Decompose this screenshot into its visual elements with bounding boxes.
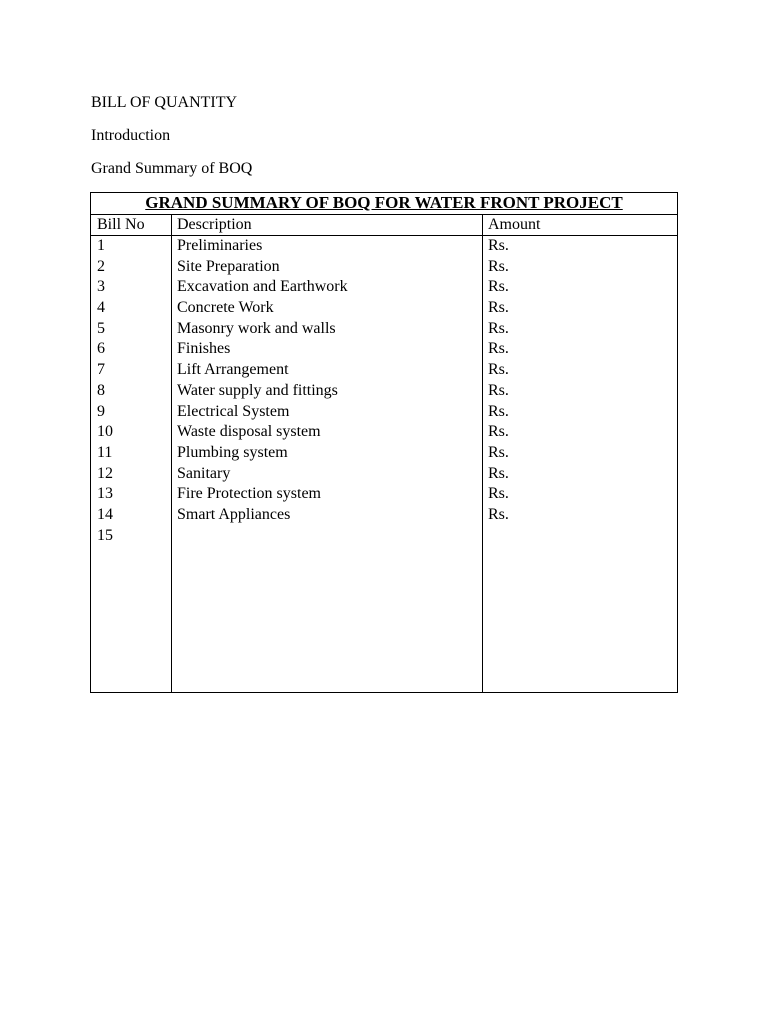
description-cell: Fire Protection system bbox=[177, 485, 321, 503]
column-header-amount: Amount bbox=[488, 216, 541, 233]
bill-no-cell: 14 bbox=[97, 505, 113, 523]
description-cell: Site Preparation bbox=[177, 257, 280, 275]
table-row bbox=[91, 443, 677, 464]
bill-no-cell: 3 bbox=[97, 278, 105, 296]
bill-no-cell: 9 bbox=[97, 402, 105, 420]
column-header-bill-no: Bill No bbox=[97, 216, 145, 233]
description-cell: Preliminaries bbox=[177, 237, 263, 254]
table-row bbox=[91, 526, 677, 547]
amount-cell: Rs. bbox=[488, 257, 509, 275]
table-row bbox=[91, 381, 677, 402]
bill-no-cell: 8 bbox=[97, 381, 105, 399]
bill-no-cell: 11 bbox=[97, 443, 113, 461]
bill-no-cell: 15 bbox=[97, 526, 113, 544]
description-cell: Masonry work and walls bbox=[177, 319, 336, 337]
table-row bbox=[91, 402, 677, 423]
document-title: BILL OF QUANTITY bbox=[91, 94, 238, 111]
column-header-description: Description bbox=[177, 216, 252, 233]
description-cell: Finishes bbox=[177, 340, 231, 358]
table-row bbox=[91, 298, 677, 319]
bill-no-cell: 13 bbox=[97, 485, 113, 503]
table-row bbox=[91, 236, 677, 257]
description-cell: Water supply and fittings bbox=[177, 381, 338, 399]
description-cell: Lift Arrangement bbox=[177, 361, 289, 379]
description-cell: Concrete Work bbox=[177, 299, 274, 317]
bill-no-cell: 12 bbox=[97, 464, 113, 482]
amount-cell: Rs. bbox=[488, 278, 509, 296]
amount-cell: Rs. bbox=[488, 485, 509, 503]
amount-cell: Rs. bbox=[488, 402, 509, 420]
bill-no-cell: 10 bbox=[97, 423, 113, 441]
table-row bbox=[91, 360, 677, 381]
summary-heading: Grand Summary of BOQ bbox=[91, 160, 253, 177]
description-cell: Smart Appliances bbox=[177, 505, 291, 523]
amount-cell: Rs. bbox=[488, 381, 509, 399]
amount-cell: Rs. bbox=[488, 299, 509, 317]
table-row bbox=[91, 464, 677, 485]
description-cell: Plumbing system bbox=[177, 443, 288, 461]
amount-cell: Rs. bbox=[488, 361, 509, 379]
amount-cell: Rs. bbox=[488, 340, 509, 358]
bill-no-cell: 4 bbox=[97, 299, 105, 317]
table-row bbox=[91, 277, 677, 298]
amount-cell: Rs. bbox=[488, 505, 509, 523]
amount-cell: Rs. bbox=[488, 443, 509, 461]
description-cell: Waste disposal system bbox=[177, 423, 321, 441]
table-row bbox=[91, 484, 677, 505]
bill-no-cell: 6 bbox=[97, 340, 105, 358]
table-row bbox=[91, 339, 677, 360]
table-row bbox=[91, 422, 677, 443]
bill-no-cell: 7 bbox=[97, 361, 105, 379]
amount-cell: Rs. bbox=[488, 319, 509, 337]
amount-cell: Rs. bbox=[488, 237, 509, 254]
bill-no-cell: 2 bbox=[97, 257, 105, 275]
bill-no-cell: 5 bbox=[97, 319, 105, 337]
amount-cell: Rs. bbox=[488, 464, 509, 482]
boq-summary-table bbox=[90, 192, 678, 693]
bill-no-cell: 1 bbox=[97, 237, 105, 254]
table-row bbox=[91, 505, 677, 526]
description-cell: Sanitary bbox=[177, 464, 231, 482]
introduction-heading: Introduction bbox=[91, 127, 171, 144]
table-caption: GRAND SUMMARY OF BOQ FOR WATER FRONT PROJECT bbox=[91, 193, 677, 215]
table-row bbox=[91, 257, 677, 278]
table-row bbox=[91, 319, 677, 340]
description-cell: Excavation and Earthwork bbox=[177, 278, 348, 296]
description-cell: Electrical System bbox=[177, 402, 290, 420]
amount-cell: Rs. bbox=[488, 423, 509, 441]
table-body bbox=[91, 236, 677, 546]
